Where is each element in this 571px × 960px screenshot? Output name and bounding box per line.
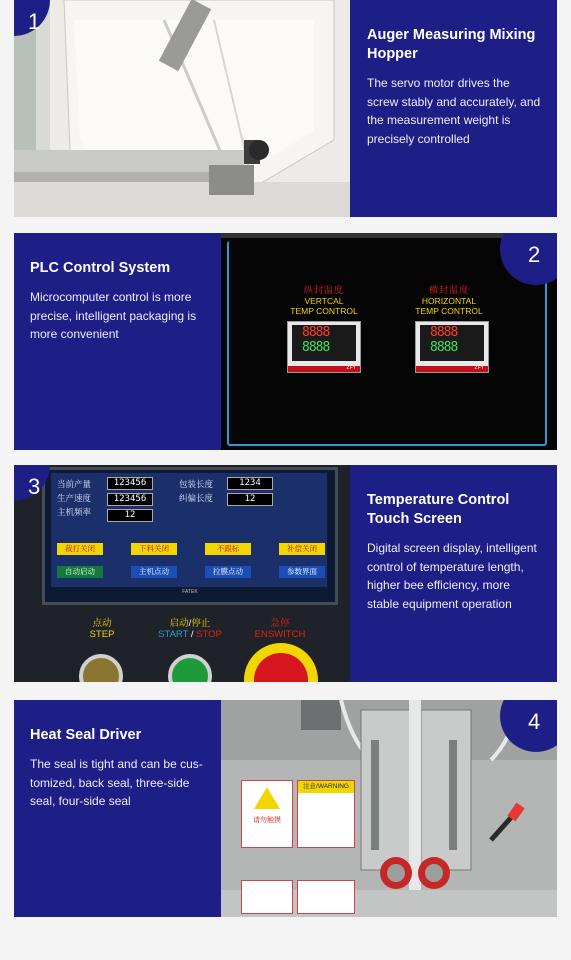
- stop-label-cn: 停止: [191, 618, 211, 629]
- touch-screen-photo: [14, 465, 350, 682]
- controller-readout-sv: 8888: [430, 340, 458, 355]
- start-stop-button-label: [142, 618, 238, 640]
- hmi-button-parameters[interactable]: 参数界面: [279, 566, 325, 578]
- feature-title: Heat Seal Driver: [30, 727, 142, 743]
- controller-readout-sv: 8888: [302, 340, 330, 355]
- hmi-row-labels: [57, 477, 91, 519]
- hmi-button-auto-start[interactable]: 自动启动: [57, 566, 103, 578]
- hmi-value-correction-length: 12: [227, 493, 273, 506]
- controller-readout-pv: 8888: [430, 325, 458, 340]
- right-temp-label-cn: 横封温度: [428, 285, 469, 295]
- feature-description: Digital screen display, intelligent control of temperature length, higher bee efficiency, more stable equipment operation: [367, 541, 537, 611]
- hmi-label-speed: 生产速度: [57, 493, 92, 503]
- section-number: 3: [28, 474, 41, 499]
- controller-brand-strip: [288, 366, 360, 372]
- controller-display: [420, 325, 484, 361]
- feature-title: PLC Control System: [30, 260, 171, 276]
- warning-triangle-icon: [254, 787, 280, 809]
- warning-sticker-bottom-right: [297, 880, 355, 914]
- controller-readout-pv: 8888: [302, 325, 330, 340]
- label-slash: /: [190, 629, 194, 640]
- stop-label-en: STOP: [196, 629, 222, 640]
- hmi-button-cutter-off[interactable]: 裁打关闭: [57, 543, 103, 555]
- feature-title: Auger Measuring Mixing Hopper: [367, 27, 536, 62]
- feature-text-2: [14, 233, 221, 450]
- left-temp-label-en2: TEMP CONTROL: [290, 306, 358, 316]
- hopper-illustration: [14, 0, 350, 217]
- feature-title: Temperature Control Touch Screen: [367, 492, 510, 527]
- feature-description: The seal is tight and can be cus-tomized, back seal, three-side seal, four-side seal: [30, 757, 203, 808]
- warning-header-cn: 注意: [303, 783, 316, 790]
- hmi-button-main-jog[interactable]: 主机点动: [131, 566, 177, 578]
- emergency-label-cn: 急停: [270, 618, 290, 629]
- section-number: 2: [528, 242, 541, 267]
- hmi-button-compensation-off[interactable]: 补偿关闭: [279, 543, 325, 555]
- step-label-cn: 点动: [92, 618, 112, 629]
- right-temp-controller: [415, 321, 489, 373]
- section-number: 1: [28, 9, 41, 34]
- warning-sticker-bottom-left: [241, 880, 293, 914]
- start-label-cn: 启动: [169, 618, 189, 629]
- hmi-value-pack-length: 1234: [227, 477, 273, 490]
- hmi-label-frequency: 主机频率: [57, 507, 92, 517]
- feature-text-3: [350, 465, 557, 682]
- emergency-stop-button[interactable]: [254, 653, 308, 682]
- heat-seal-photo: [221, 700, 557, 917]
- emergency-button-label: [240, 618, 320, 640]
- left-temp-controller: [287, 321, 361, 373]
- panel-neon-border: [227, 241, 547, 446]
- feature-text-4: [14, 700, 221, 917]
- step-label-en: STEP: [89, 629, 115, 640]
- right-temp-label-en1: HORIZONTAL: [421, 296, 477, 306]
- feature-text-1: [350, 0, 557, 217]
- hmi-button-feed-off[interactable]: 下料关闭: [131, 543, 177, 555]
- feature-description: The servo motor drives the screw stably and accurately, and the measurement weight is precisely controlled: [367, 76, 541, 146]
- warning-header-en: WARNING: [317, 783, 349, 790]
- warning-sticker-left: [241, 780, 293, 848]
- hmi-button-no-mark[interactable]: 不跟标: [205, 543, 251, 555]
- feature-card-2: [14, 233, 557, 450]
- hmi-screen: [51, 473, 327, 587]
- emergency-label-en: ENSWITCH: [254, 629, 306, 640]
- hmi-frame: [42, 467, 338, 605]
- feature-card-3: [14, 465, 557, 682]
- hmi-label-pack-length: 包装长度: [179, 479, 214, 489]
- warning-header: 注意/WARNING: [298, 781, 354, 793]
- controller-brand: ZFY: [474, 365, 484, 371]
- left-temp-label-en1: VERTCAL: [304, 296, 344, 306]
- left-temp-label: [269, 283, 379, 316]
- controller-brand: ZFY: [346, 365, 356, 371]
- warning-sign-text: 请勿触摸: [253, 817, 281, 824]
- hmi-button-row-2: [57, 566, 325, 578]
- hmi-label-output: 当前产量: [57, 479, 92, 489]
- feature-card-1: [14, 0, 557, 217]
- hmi-button-row-1: [57, 543, 325, 555]
- hmi-label-correction-length: 纠偏长度: [179, 493, 214, 503]
- step-button[interactable]: [79, 654, 123, 682]
- hmi-button-film-jog[interactable]: 拉膜点动: [205, 566, 251, 578]
- controller-display: [292, 325, 356, 361]
- start-button[interactable]: [168, 654, 212, 682]
- feature-card-4: [14, 700, 557, 917]
- hmi-row-labels-2: [179, 477, 213, 505]
- right-temp-label: [394, 283, 504, 316]
- hmi-value-frequency: 12: [107, 509, 153, 522]
- right-temp-label-en2: TEMP CONTROL: [415, 306, 483, 316]
- warning-sticker-right: [297, 780, 355, 848]
- hmi-value-output: 123456: [107, 477, 153, 490]
- label-slash: /: [188, 618, 192, 629]
- hmi-values-2: [227, 477, 273, 506]
- emergency-stop-ring: [244, 643, 318, 682]
- feature-description: Microcomputer control is more precise, intelligent packaging is more convenient: [30, 290, 197, 341]
- hmi-value-speed: 123456: [107, 493, 153, 506]
- controller-brand-strip: [416, 366, 488, 372]
- hopper-photo: [14, 0, 350, 217]
- hmi-brand: FATEK: [182, 589, 198, 595]
- plc-panel-photo: [221, 233, 557, 450]
- start-label-en: START: [158, 629, 189, 640]
- hmi-values: [107, 477, 153, 522]
- left-temp-label-cn: 纵封温度: [303, 285, 344, 295]
- section-number: 4: [528, 709, 541, 734]
- step-button-label: [62, 618, 142, 640]
